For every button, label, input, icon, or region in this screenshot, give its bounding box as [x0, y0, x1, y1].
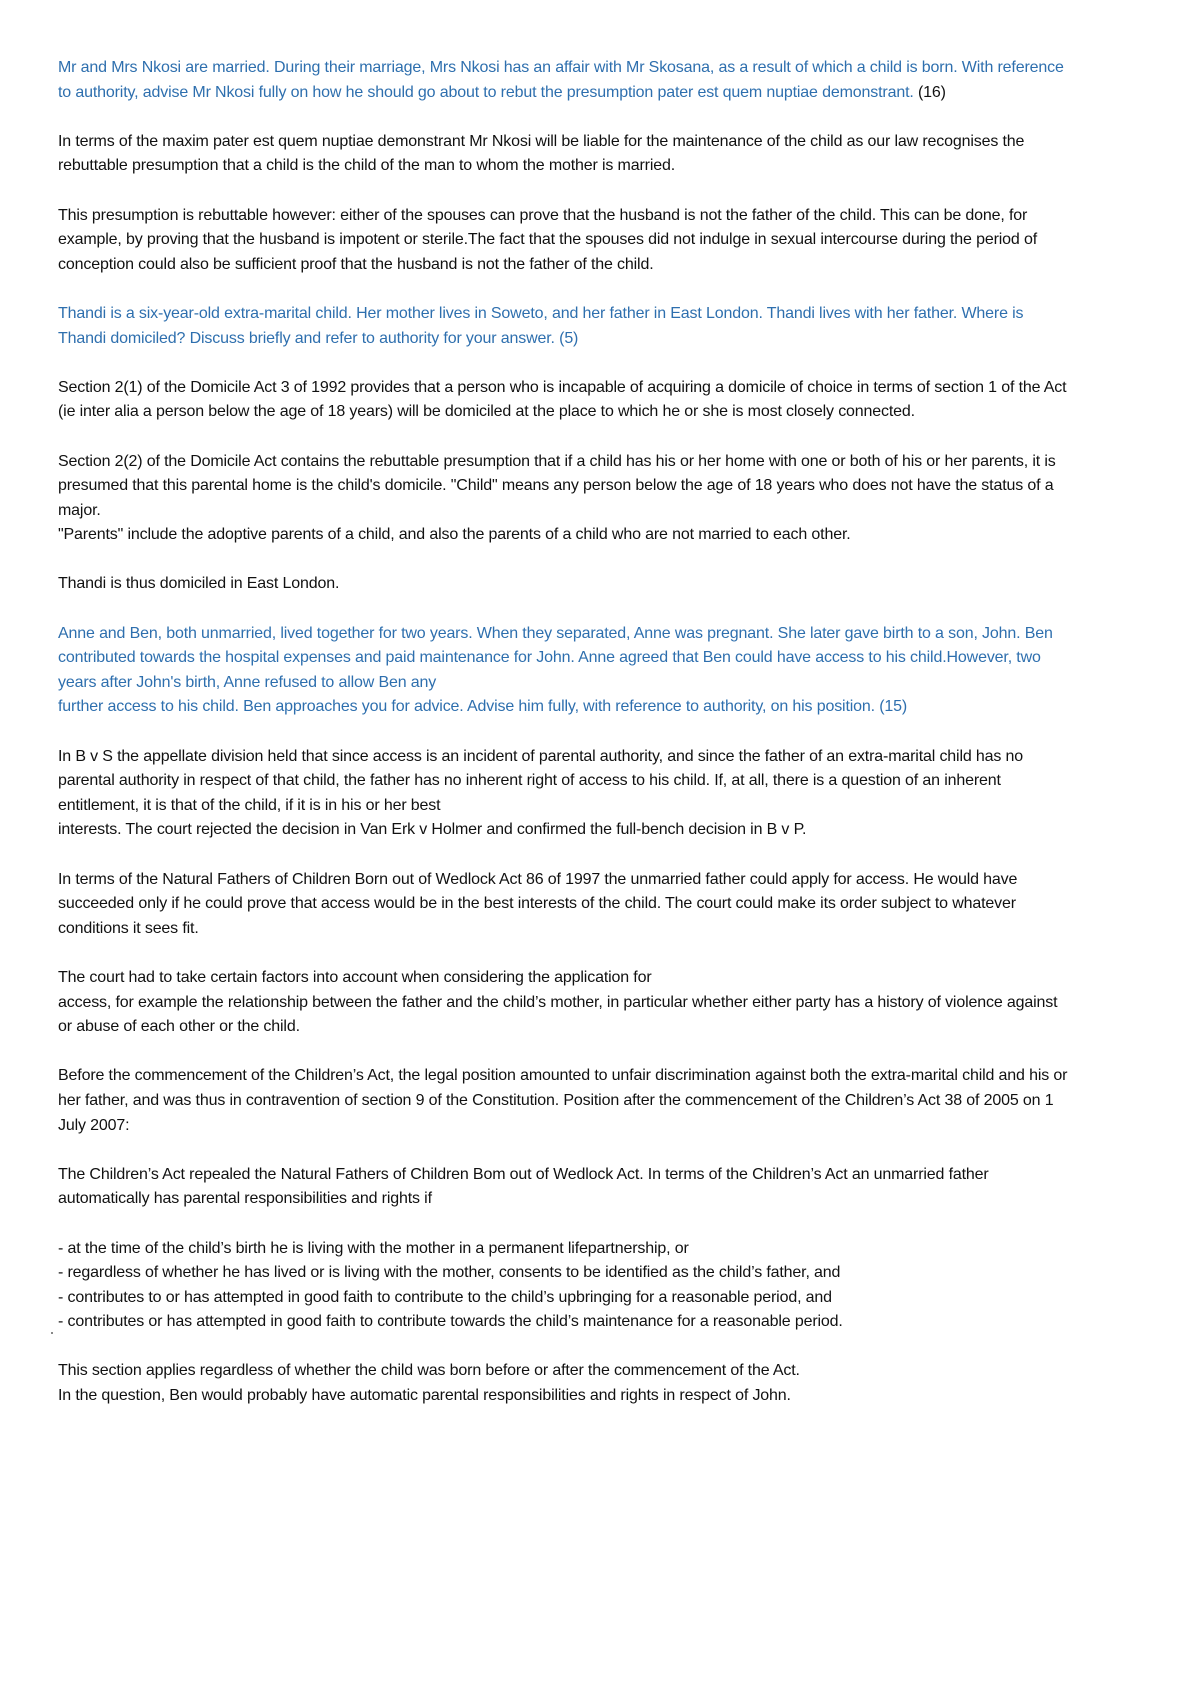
answer-3-paragraph-1a: In B v S the appellate division held that since access is an incident of parental authority, and since the father of an extra-marital child has no parental authority in respect of that child, the father has no inherent right of access to his child. If, at all, there is a question of an inherent entitlement, it is that of the child, if it is in his or her best — [58, 747, 1024, 814]
answer-3-paragraph-5: The Children’s Act repealed the Natural Fathers of Children Bom out of Wedlock Act. In terms of the Children’s Act an unmarried father automatically has parental responsibilities and rights if — [58, 1165, 989, 1208]
answer-3-paragraph-1b: interests. The court rejected the decision in Van Erk v Holmer and confirmed the full-bench decision in B v P. — [58, 821, 807, 839]
answer-3-paragraph-3a: The court had to take certain factors into account when considering the application for — [58, 968, 652, 986]
answer-3-paragraph-6a: This section applies regardless of whether the child was born before or after the commencement of the Act. — [58, 1362, 800, 1380]
stray-dot — [51, 1332, 53, 1334]
conditions-list — [58, 1237, 1068, 1335]
answer-2-paragraph-2: Section 2(2) of the Domicile Act contains the rebuttable presumption that if a child has his or her home with one or both of his or her parents, it is presumed that this parental home is the child's domicile. "Child" means any person below the age of 18 years who does not have the status of a major. — [58, 452, 1056, 519]
question-3-line-2: further access to his child. Ben approaches you for advice. Advise him fully, with reference to authority, on his position. (15) — [58, 698, 908, 716]
answer-3-paragraph-3b: access, for example the relationship between the father and the child’s mother, in particular whether either party has a history of violence against or abuse of each other or the child. — [58, 993, 1058, 1036]
answer-1-paragraph-2: This presumption is rebuttable however: either of the spouses can prove that the husband is not the father of the child. This can be done, for example, by proving that the husband is impotent or sterile.The fact that the spouses did not indulge in sexual intercourse during the period of conception could also be sufficient proof that the husband is not the father of the child. — [58, 206, 1038, 273]
question-1 — [58, 56, 1068, 105]
question-2: Thandi is a six-year-old extra-marital child. Her mother lives in Soweto, and her father in East London. Thandi lives with her father. Where is Thandi domiciled? Discuss briefly and refer to authority for your answer. (5) — [58, 304, 1024, 347]
question-1-marks: (16) — [913, 83, 946, 101]
answer-1-paragraph-1: In terms of the maxim pater est quem nuptiae demonstrant Mr Nkosi will be liable for the maintenance of the child as our law recognises the rebuttable presumption that a child is the child of the man to whom the mother is married. — [58, 132, 1025, 175]
list-item: - contributes to or has attempted in good faith to contribute to the child’s upbringing for a reasonable period, and — [58, 1288, 832, 1306]
answer-3-paragraph-4: Before the commencement of the Children’s Act, the legal position amounted to unfair discrimination against both the extra-marital child and his or her father, and was thus in contravention of section 9 of the Constitution. Position after the commencement of the Children’s Act 38 of 2005 on 1 July 2007: — [58, 1067, 1068, 1134]
document-body — [58, 56, 1068, 1409]
answer-2-paragraph-3: "Parents" include the adoptive parents of a child, and also the parents of a child who are not married to each other. — [58, 526, 851, 544]
list-item: - at the time of the child’s birth he is living with the mother in a permanent lifepartnership, or — [58, 1239, 689, 1257]
answer-2-paragraph-1: Section 2(1) of the Domicile Act 3 of 1992 provides that a person who is incapable of acquiring a domicile of choice in terms of section 1 of the Act (ie inter alia a person below the age of 18 years) will be domiciled at the place to which he or she is most closely connected. — [58, 378, 1067, 421]
answer-3-paragraph-6b: In the question, Ben would probably have automatic parental responsibilities and rights in respect of John. — [58, 1387, 791, 1405]
list-item: - regardless of whether he has lived or is living with the mother, consents to be identified as the child’s father, and — [58, 1264, 841, 1282]
list-item: - contributes or has attempted in good faith to contribute towards the child’s maintenance for a reasonable period. — [58, 1313, 843, 1331]
question-3-line-1: Anne and Ben, both unmarried, lived together for two years. When they separated, Anne was pregnant. She later gave birth to a son, John. Ben contributed towards the hospital expenses and paid maintenance for John. Anne agreed that Ben could have access to his child.However, two years after John's birth, Anne refused to allow Ben any — [58, 624, 1053, 691]
answer-2-paragraph-4: Thandi is thus domiciled in East London. — [58, 575, 340, 593]
question-1-text: Mr and Mrs Nkosi are married. During their marriage, Mrs Nkosi has an affair with Mr Skosana, as a result of which a child is born. With reference to authority, advise Mr Nkosi fully on how he should go about to rebut the presumption pater est quem nuptiae demonstrant. — [58, 59, 1064, 101]
answer-3-paragraph-2: In terms of the Natural Fathers of Children Born out of Wedlock Act 86 of 1997 the unmarried father could apply for access. He would have succeeded only if he could prove that access would be in the best interests of the child. The court could make its order subject to whatever conditions it sees fit. — [58, 870, 1018, 937]
